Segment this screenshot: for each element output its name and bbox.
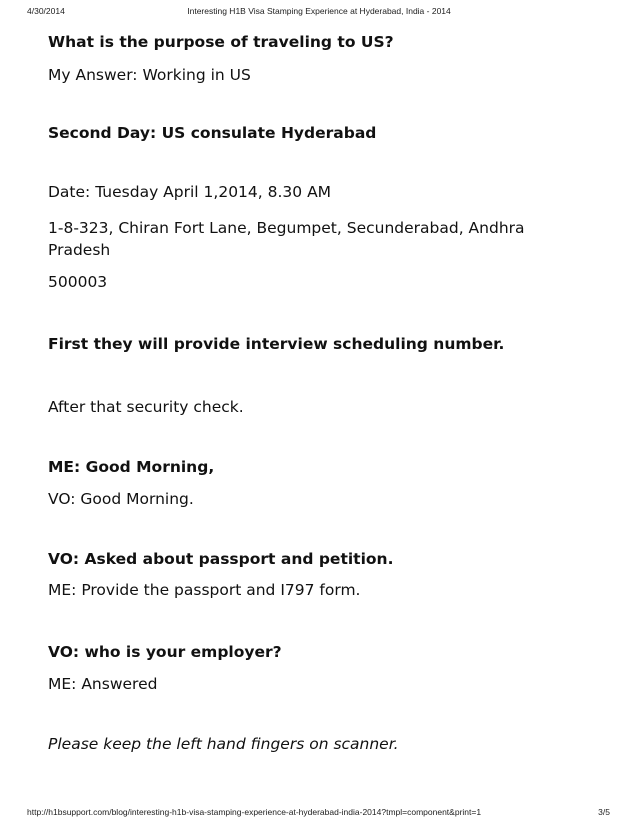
print-date: 4/30/2014	[27, 6, 65, 16]
dialogue-me-passport: ME: Provide the passport and I797 form.	[48, 581, 361, 599]
print-source-url: http://h1bsupport.com/blog/interesting-h1b-visa-stamping-experience-at-hyderabad-india-2014?tmpl=component&print=1	[27, 807, 482, 817]
step-security-check: After that security check.	[48, 398, 244, 416]
step-scheduling-number: First they will provide interview scheduling number.	[48, 335, 505, 353]
dialogue-vo-greeting: VO: Good Morning.	[48, 490, 194, 508]
dialogue-me-employer: ME: Answered	[48, 675, 158, 693]
dialogue-vo-passport: VO: Asked about passport and petition.	[48, 550, 394, 568]
answer-purpose: My Answer: Working in US	[48, 66, 251, 84]
postal-code: 500003	[48, 273, 108, 291]
dialogue-me-greeting: ME: Good Morning,	[48, 458, 215, 476]
question-purpose: What is the purpose of traveling to US?	[48, 33, 394, 51]
print-page-title: Interesting H1B Visa Stamping Experience at Hyderabad, India - 2014	[187, 6, 451, 16]
section-second-day: Second Day: US consulate Hyderabad	[48, 124, 377, 142]
interview-date: Date: Tuesday April 1,2014, 8.30 AM	[48, 183, 332, 201]
consulate-address: 1-8-323, Chiran Fort Lane, Begumpet, Secunderabad, Andhra Pradesh	[48, 219, 525, 259]
scanner-instruction: Please keep the left hand fingers on scanner.	[48, 735, 399, 753]
page-number: 3/5	[598, 807, 610, 817]
dialogue-vo-employer: VO: who is your employer?	[48, 643, 282, 661]
